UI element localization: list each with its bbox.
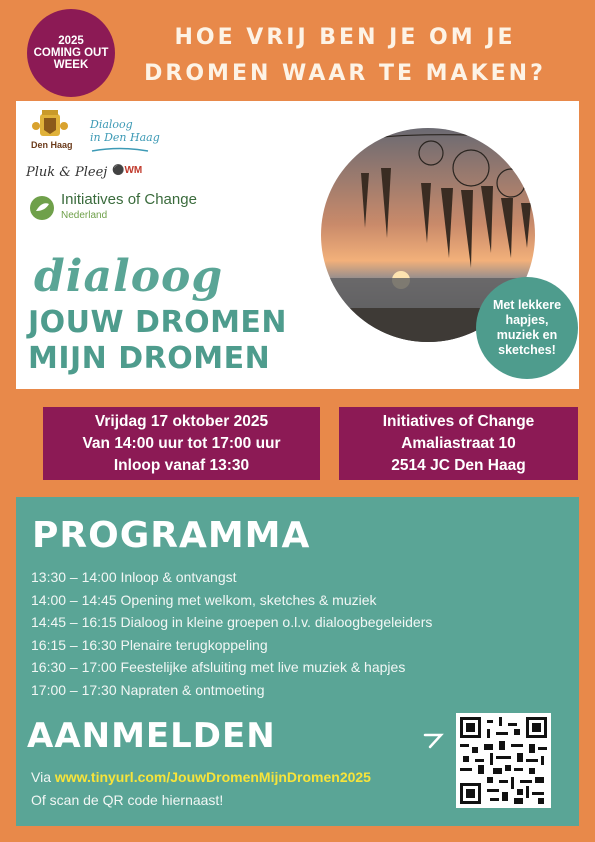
event-time: Van 14:00 uur tot 17:00 uur (82, 434, 281, 452)
program-item: 16:30 – 17:00 Feestelijke afsluiting met live muziek & hapjes (31, 659, 406, 675)
scan-text: Of scan de QR code hiernaast! (31, 792, 224, 808)
bubble-line: sketches! (498, 343, 556, 357)
bubble-line: Met lekkere (492, 298, 562, 312)
headline-line-1: HOE VRIJ BEN JE OM JE (174, 25, 516, 50)
dialoog-logo-line: in Den Haag (90, 131, 160, 144)
qr-code[interactable] (456, 713, 551, 808)
title-line-1: JOUW DROMEN (28, 305, 288, 340)
ioc-sub: Nederland (61, 210, 108, 221)
program-item: 16:15 – 16:30 Plenaire terugkoppeling (31, 636, 268, 653)
coming-out-week-badge (27, 9, 115, 97)
pluk-pleej-logo: Pluk & Pleej (26, 165, 108, 180)
via-label: Via (31, 769, 51, 785)
register-title: AANMELDEN (27, 716, 276, 756)
dialoog-logo-line: Dialoog (90, 118, 133, 131)
qr-code-icon (460, 717, 547, 804)
badge-line: COMING OUT (33, 47, 109, 59)
registration-link[interactable]: www.tinyurl.com/JouwDromenMijnDromen2025 (54, 769, 371, 785)
badge-year: 2025 (58, 35, 84, 47)
headline-line-2: DROMEN WAAR TE MAKEN? (144, 61, 546, 86)
dialoog-in-den-haag-logo (90, 118, 160, 157)
headline (120, 20, 570, 92)
venue-street: Amaliastraat 10 (401, 434, 516, 452)
ioc-leaf-icon (29, 195, 55, 221)
event-walkin: Inloop vanaf 13:30 (113, 456, 250, 474)
bubble-line: hapjes, (505, 313, 549, 327)
program-list (31, 566, 432, 701)
wm-logo: ⚫WM (112, 165, 143, 176)
den-haag-crest-icon (32, 110, 68, 140)
program-item: 13:30 – 14:00 Inloop & ontvangst (31, 569, 237, 585)
venue-city: 2514 JC Den Haag (391, 456, 526, 474)
wm-logo-text: WM (124, 165, 143, 176)
food-music-bubble (476, 277, 578, 379)
program-item: 14:00 – 14:45 Opening met welkom, sketches & muziek (31, 591, 377, 608)
location-box (339, 407, 578, 480)
underline-swoosh-icon (90, 146, 150, 154)
badge-line: WEEK (53, 59, 89, 71)
venue-name: Initiatives of Change (382, 412, 535, 430)
arrow-icon (422, 731, 444, 749)
program-item: 17:00 – 17:30 Napraten & ontmoeting (31, 681, 265, 698)
dialoog-script-title: dialoog (34, 251, 224, 302)
event-date: Vrijdag 17 oktober 2025 (94, 412, 269, 430)
program-item: 14:45 – 16:15 Dialoog in kleine groepen o.l.v. dialoogbegeleiders (31, 614, 433, 630)
register-instructions (31, 766, 371, 812)
den-haag-logo-text: Den Haag (31, 140, 73, 150)
ioc-name: Initiatives of Change (61, 191, 197, 208)
initiatives-of-change-logo (29, 192, 197, 224)
date-time-box (43, 407, 320, 480)
bubble-line: muziek en (496, 328, 558, 342)
program-title: PROGRAMMA (32, 515, 311, 556)
title-line-2: MIJN DROMEN (28, 341, 271, 376)
